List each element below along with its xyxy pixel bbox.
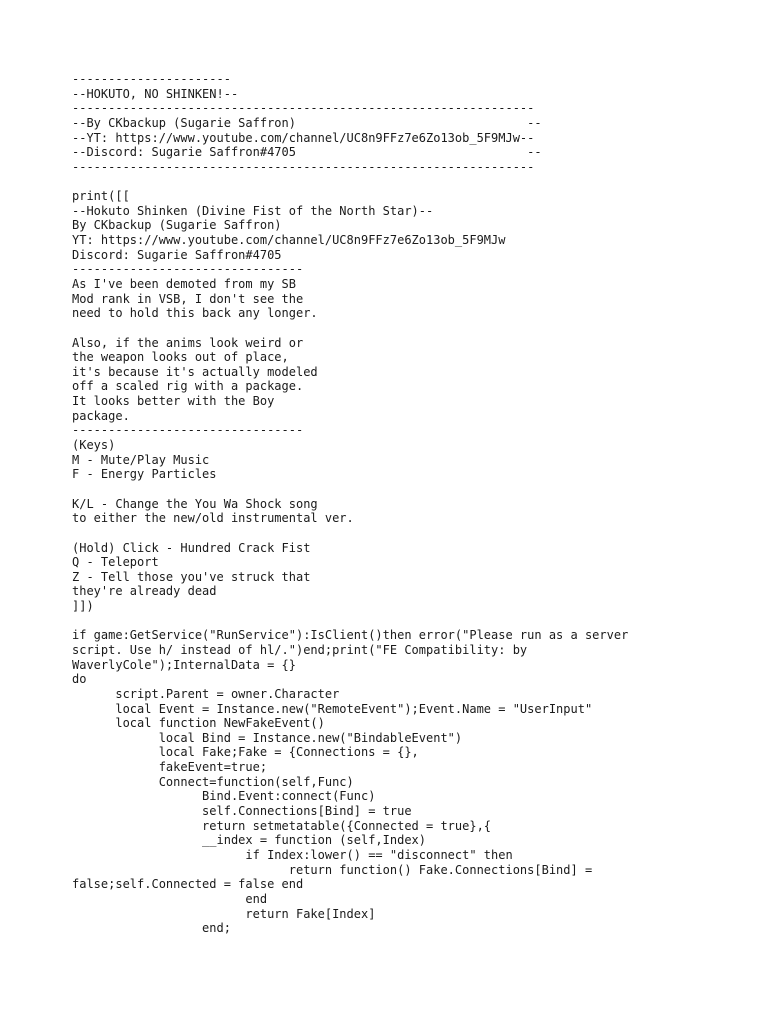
code-line: K/L - Change the You Wa Shock song xyxy=(72,496,318,511)
code-line: --YT: https://www.youtube.com/channel/UC8n9FFz7e6Zo13ob_5F9MJw-- xyxy=(72,130,535,145)
code-line: ]]) xyxy=(72,599,94,614)
code-line: __index = function (self,Index) xyxy=(72,833,427,848)
code-line: fakeEvent=true; xyxy=(72,760,268,775)
code-line: local function NewFakeEvent() xyxy=(72,716,325,731)
code-line: end; xyxy=(72,921,231,936)
code-line: do xyxy=(72,672,87,687)
code-line: false;self.Connected = false end xyxy=(72,877,304,892)
code-line xyxy=(72,321,752,336)
code-line xyxy=(72,174,752,189)
code-line: local Fake;Fake = {Connections = {}, xyxy=(72,745,419,760)
code-line: --Discord: Sugarie Saffron#4705 -- xyxy=(72,145,542,160)
code-line: script. Use h/ instead of hl/.")end;print("FE Compatibility: by xyxy=(72,642,528,657)
code-line: Z - Tell those you've struck that xyxy=(72,569,311,584)
code-line: end xyxy=(72,891,268,906)
code-line: ---------------------------------------------------------------- xyxy=(72,101,535,116)
code-line xyxy=(72,526,752,541)
code-line: As I've been demoted from my SB xyxy=(72,276,296,291)
code-line: Discord: Sugarie Saffron#4705 xyxy=(72,247,282,262)
code-line: package. xyxy=(72,408,130,423)
code-line: off a scaled rig with a package. xyxy=(72,379,304,394)
code-line: Also, if the anims look weird or xyxy=(72,335,304,350)
code-line: (Keys) xyxy=(72,438,116,453)
code-line: It looks better with the Boy xyxy=(72,394,275,409)
code-line: if Index:lower() == "disconnect" then xyxy=(72,847,513,862)
code-line: --By CKbackup (Sugarie Saffron) -- xyxy=(72,115,542,130)
code-line: script.Parent = owner.Character xyxy=(72,686,340,701)
code-line: Q - Teleport xyxy=(72,555,159,570)
code-line: ---------------------------------------------------------------- xyxy=(72,159,535,174)
code-line: WaverlyCole");InternalData = {} xyxy=(72,657,296,672)
code-line: (Hold) Click - Hundred Crack Fist xyxy=(72,540,311,555)
code-line xyxy=(72,614,752,629)
code-line xyxy=(72,482,752,497)
code-line: they're already dead xyxy=(72,584,217,599)
code-line: need to hold this back any longer. xyxy=(72,306,318,321)
code-line: return function() Fake.Connections[Bind] = xyxy=(72,862,593,877)
code-line: --Hokuto Shinken (Divine Fist of the North Star)-- xyxy=(72,203,434,218)
code-line: it's because it's actually modeled xyxy=(72,364,318,379)
code-line: if game:GetService("RunService"):IsClient()then error("Please run as a server xyxy=(72,628,629,643)
code-line: YT: https://www.youtube.com/channel/UC8n9FFz7e6Zo13ob_5F9MJw xyxy=(72,233,506,248)
code-line: Bind.Event:connect(Func) xyxy=(72,789,376,804)
code-line: return setmetatable({Connected = true},{ xyxy=(72,818,492,833)
code-line: M - Mute/Play Music xyxy=(72,452,210,467)
code-line: F - Energy Particles xyxy=(72,467,217,482)
code-line: Mod rank in VSB, I don't see the xyxy=(72,291,304,306)
code-line: self.Connections[Bind] = true xyxy=(72,804,412,819)
code-line: ---------------------- xyxy=(72,72,231,86)
code-line: -------------------------------- xyxy=(72,262,304,277)
code-line: local Event = Instance.new("RemoteEvent");Event.Name = "UserInput" xyxy=(72,701,593,716)
code-line: -------------------------------- xyxy=(72,423,304,438)
code-line: By CKbackup (Sugarie Saffron) xyxy=(72,218,282,233)
code-line: local Bind = Instance.new("BindableEvent") xyxy=(72,730,463,745)
code-line: Connect=function(self,Func) xyxy=(72,774,354,789)
code-line: print([[ xyxy=(72,189,130,204)
code-line: the weapon looks out of place, xyxy=(72,350,289,365)
code-line: --HOKUTO, NO SHINKEN!-- xyxy=(72,86,239,101)
code-line: return Fake[Index] xyxy=(72,906,376,921)
code-line: to either the new/old instrumental ver. xyxy=(72,511,354,526)
code-block xyxy=(72,72,752,936)
